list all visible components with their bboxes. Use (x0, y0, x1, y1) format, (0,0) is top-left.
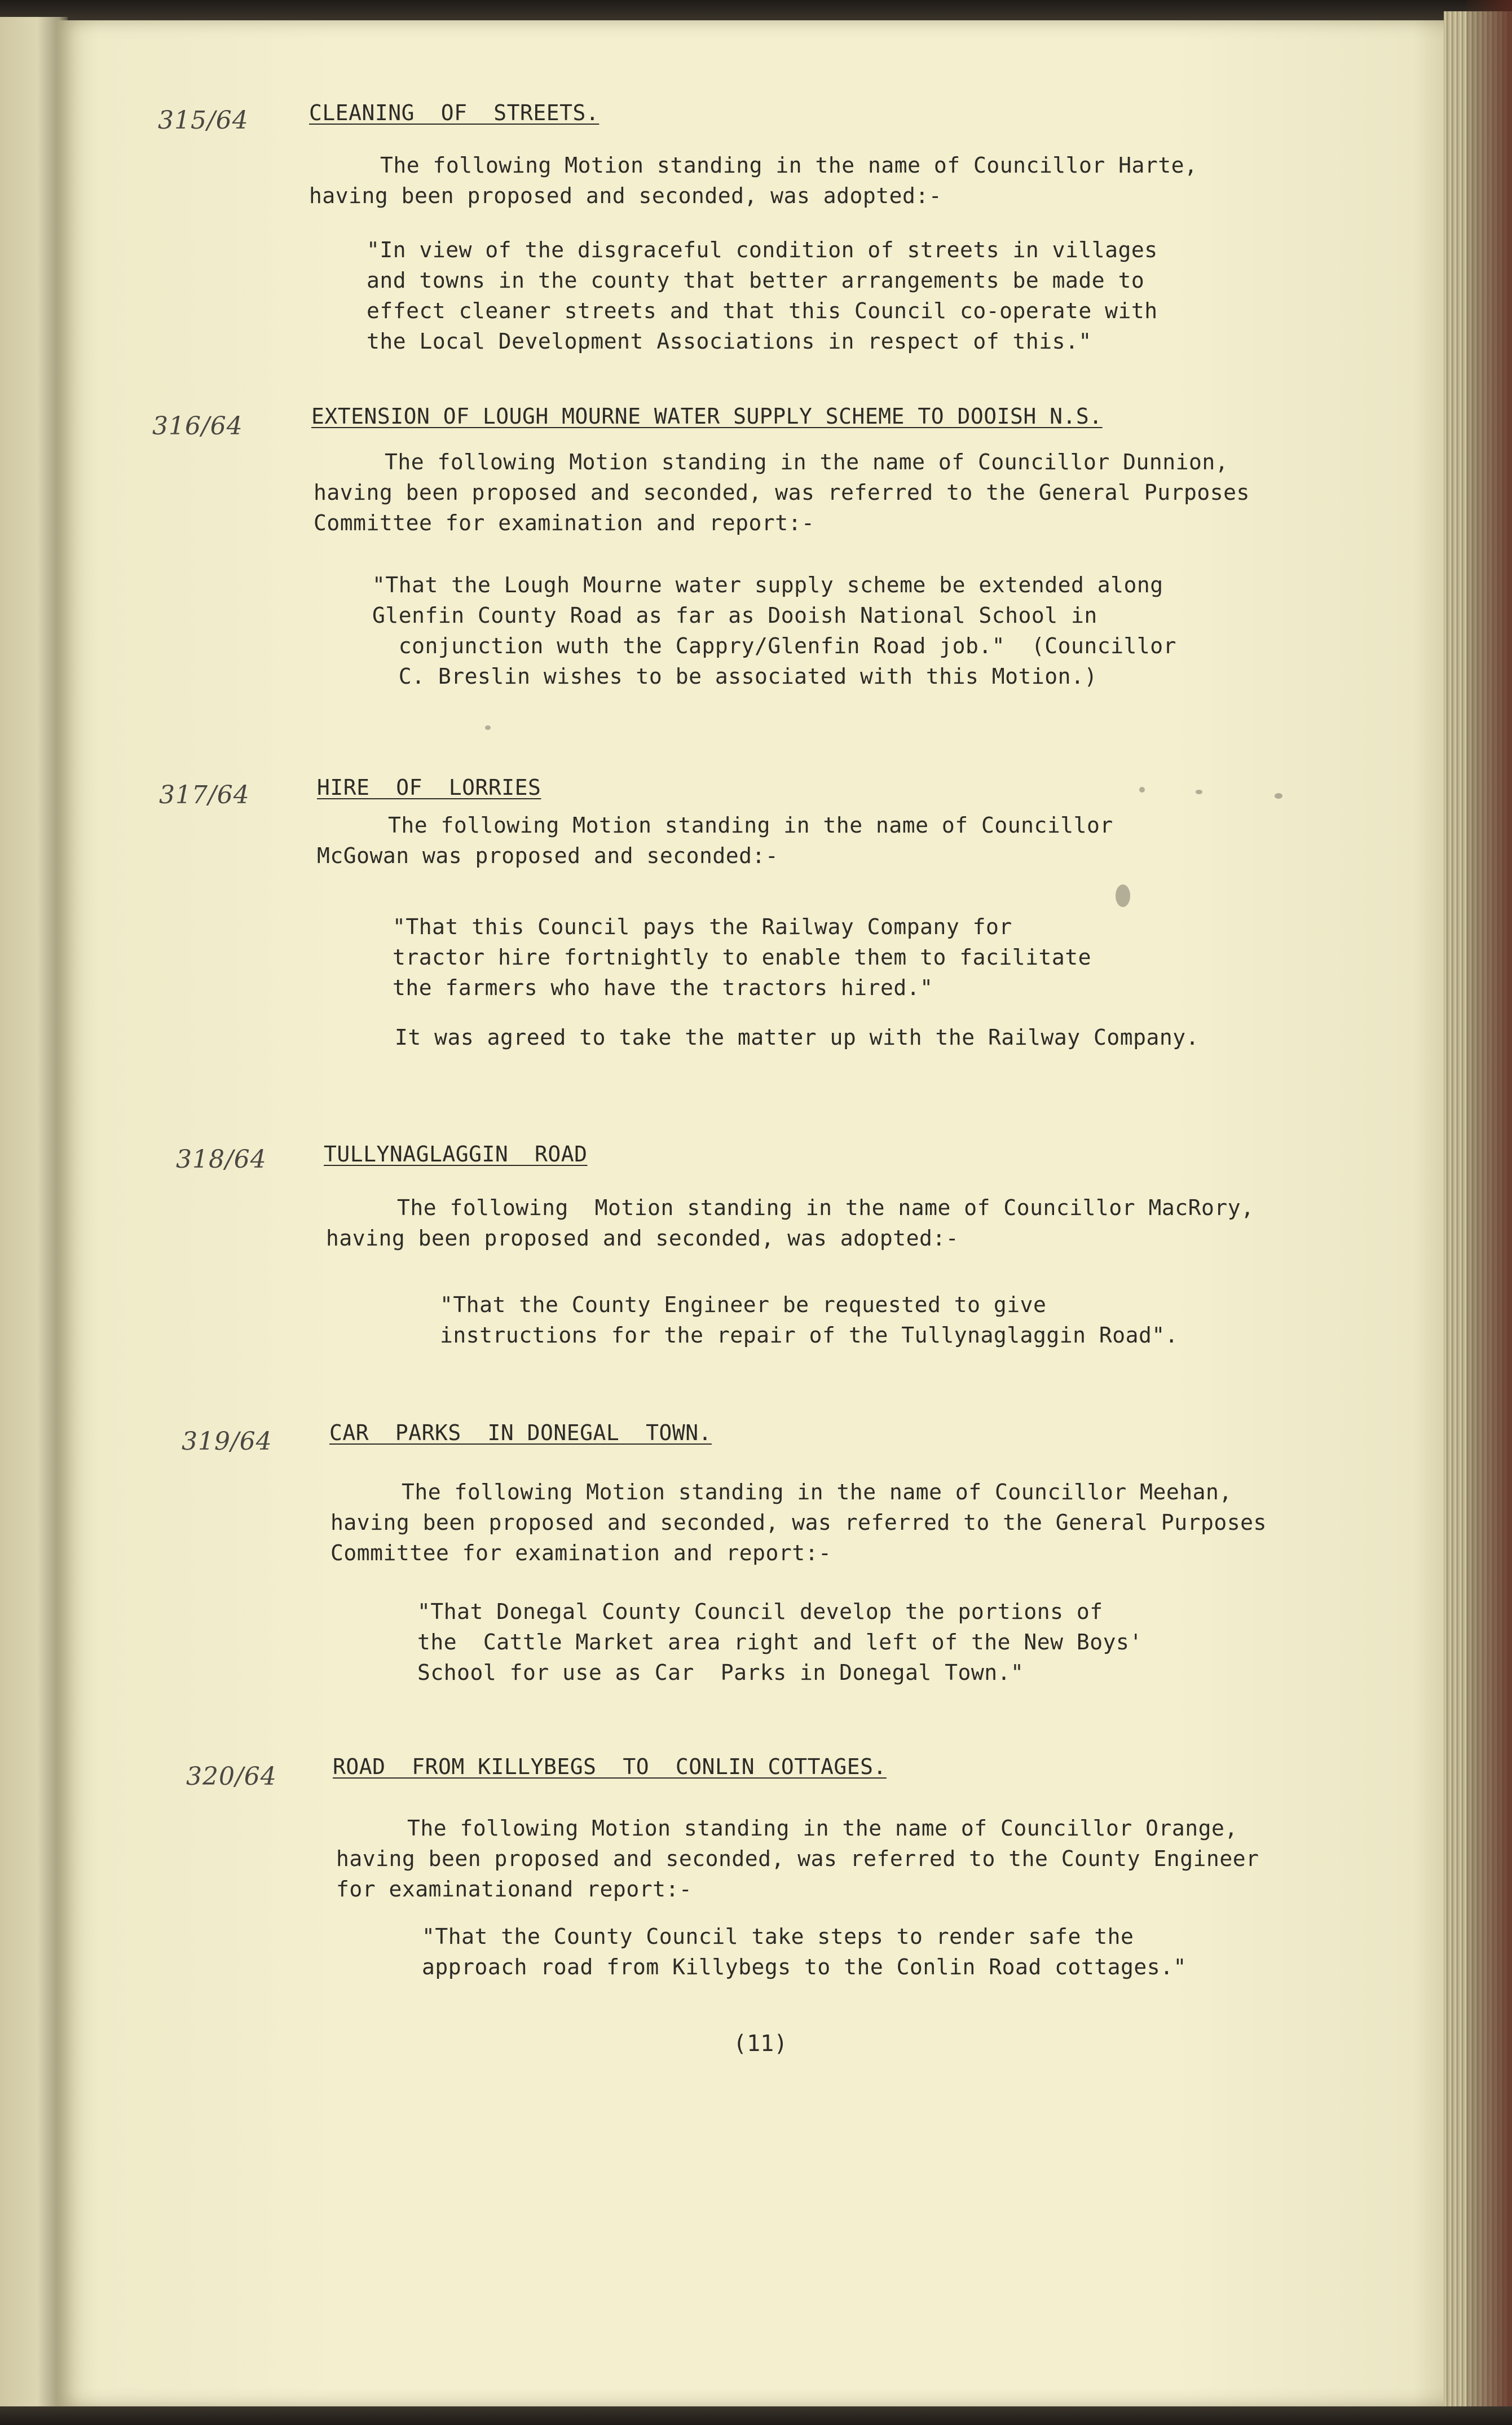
item-motion: "That the Lough Mourne water supply scheme be extended along Glenfin County Road as far as Dooish National School in conjunction wuth the Cappry/Glenfin Road job." (Councillor C. Breslin wishes to be associated with this Motion.) (372, 573, 1177, 689)
item-heading: TULLYNAGLAGGIN ROAD (324, 1142, 588, 1167)
binding-edge (1466, 0, 1512, 2425)
ink-speck (1116, 884, 1130, 907)
minute-number: 315/64 (158, 106, 249, 135)
scan-top-border (0, 0, 1512, 20)
item-intro: The following Motion standing in the name of Councillor Harte, having been proposed and seconded, was adopted:- (309, 153, 1198, 208)
item-motion: "That this Council pays the Railway Company for tractor hire fortnightly to enable them to facilitate the farmers who have the tractors hired." (393, 914, 1092, 1000)
scan-bottom-border (0, 2406, 1512, 2425)
item-heading: CLEANING OF STREETS. (309, 100, 599, 125)
minute-number: 319/64 (182, 1427, 272, 1456)
item-heading: HIRE OF LORRIES (317, 775, 541, 800)
item-heading: ROAD FROM KILLYBEGS TO CONLIN COTTAGES. (333, 1754, 887, 1779)
item-motion: "That the County Council take steps to render safe the approach road from Killybegs to the Conlin Road cottages." (422, 1924, 1187, 1979)
item-heading: EXTENSION OF LOUGH MOURNE WATER SUPPLY SCHEME TO DOOISH N.S. (311, 404, 1103, 429)
ink-speck (1275, 793, 1282, 799)
item-motion: "In view of the disgraceful condition of streets in villages and towns in the county that better arrangements be made to effect cleaner streets and that this Council co-operate with the Local Development Associations in respect of this." (367, 237, 1158, 354)
ink-speck (1196, 790, 1202, 794)
ink-speck (1139, 787, 1145, 793)
minute-number: 320/64 (186, 1762, 277, 1791)
minute-number: 316/64 (152, 412, 243, 441)
item-motion: "That the County Engineer be requested to give instructions for the repair of the Tullynaglaggin Road". (440, 1292, 1179, 1348)
minute-number: 318/64 (176, 1145, 267, 1174)
item-motion: "That Donegal County Council develop the portions of the Cattle Market area right and left of the New Boys' School for use as Car Parks in Donegal Town." (417, 1599, 1143, 1685)
item-intro: The following Motion standing in the name of Councillor MacRory, having been proposed and seconded, was adopted:- (326, 1195, 1254, 1251)
item-intro: The following Motion standing in the name of Councillor Meehan, having been proposed and seconded, was referred to the General Purposes Committee for examination and report:- (330, 1480, 1267, 1565)
page-number: (11) (733, 2031, 788, 2057)
item-intro: The following Motion standing in the name of Councillor Dunnion, having been proposed and seconded, was referred to the General Purposes Committee for examination and report:- (314, 450, 1250, 535)
minute-number: 317/64 (159, 781, 250, 809)
item-outcome: It was agreed to take the matter up with the Railway Company. (395, 1025, 1200, 1050)
item-intro: The following Motion standing in the name of Councillor McGowan was proposed and seconded:- (317, 813, 1113, 868)
item-heading: CAR PARKS IN DONEGAL TOWN. (329, 1420, 712, 1445)
item-intro: The following Motion standing in the name of Councillor Orange, having been proposed and seconded, was referred to the County Engineer for examinationand report:- (336, 1816, 1259, 1902)
ink-speck (485, 725, 491, 730)
